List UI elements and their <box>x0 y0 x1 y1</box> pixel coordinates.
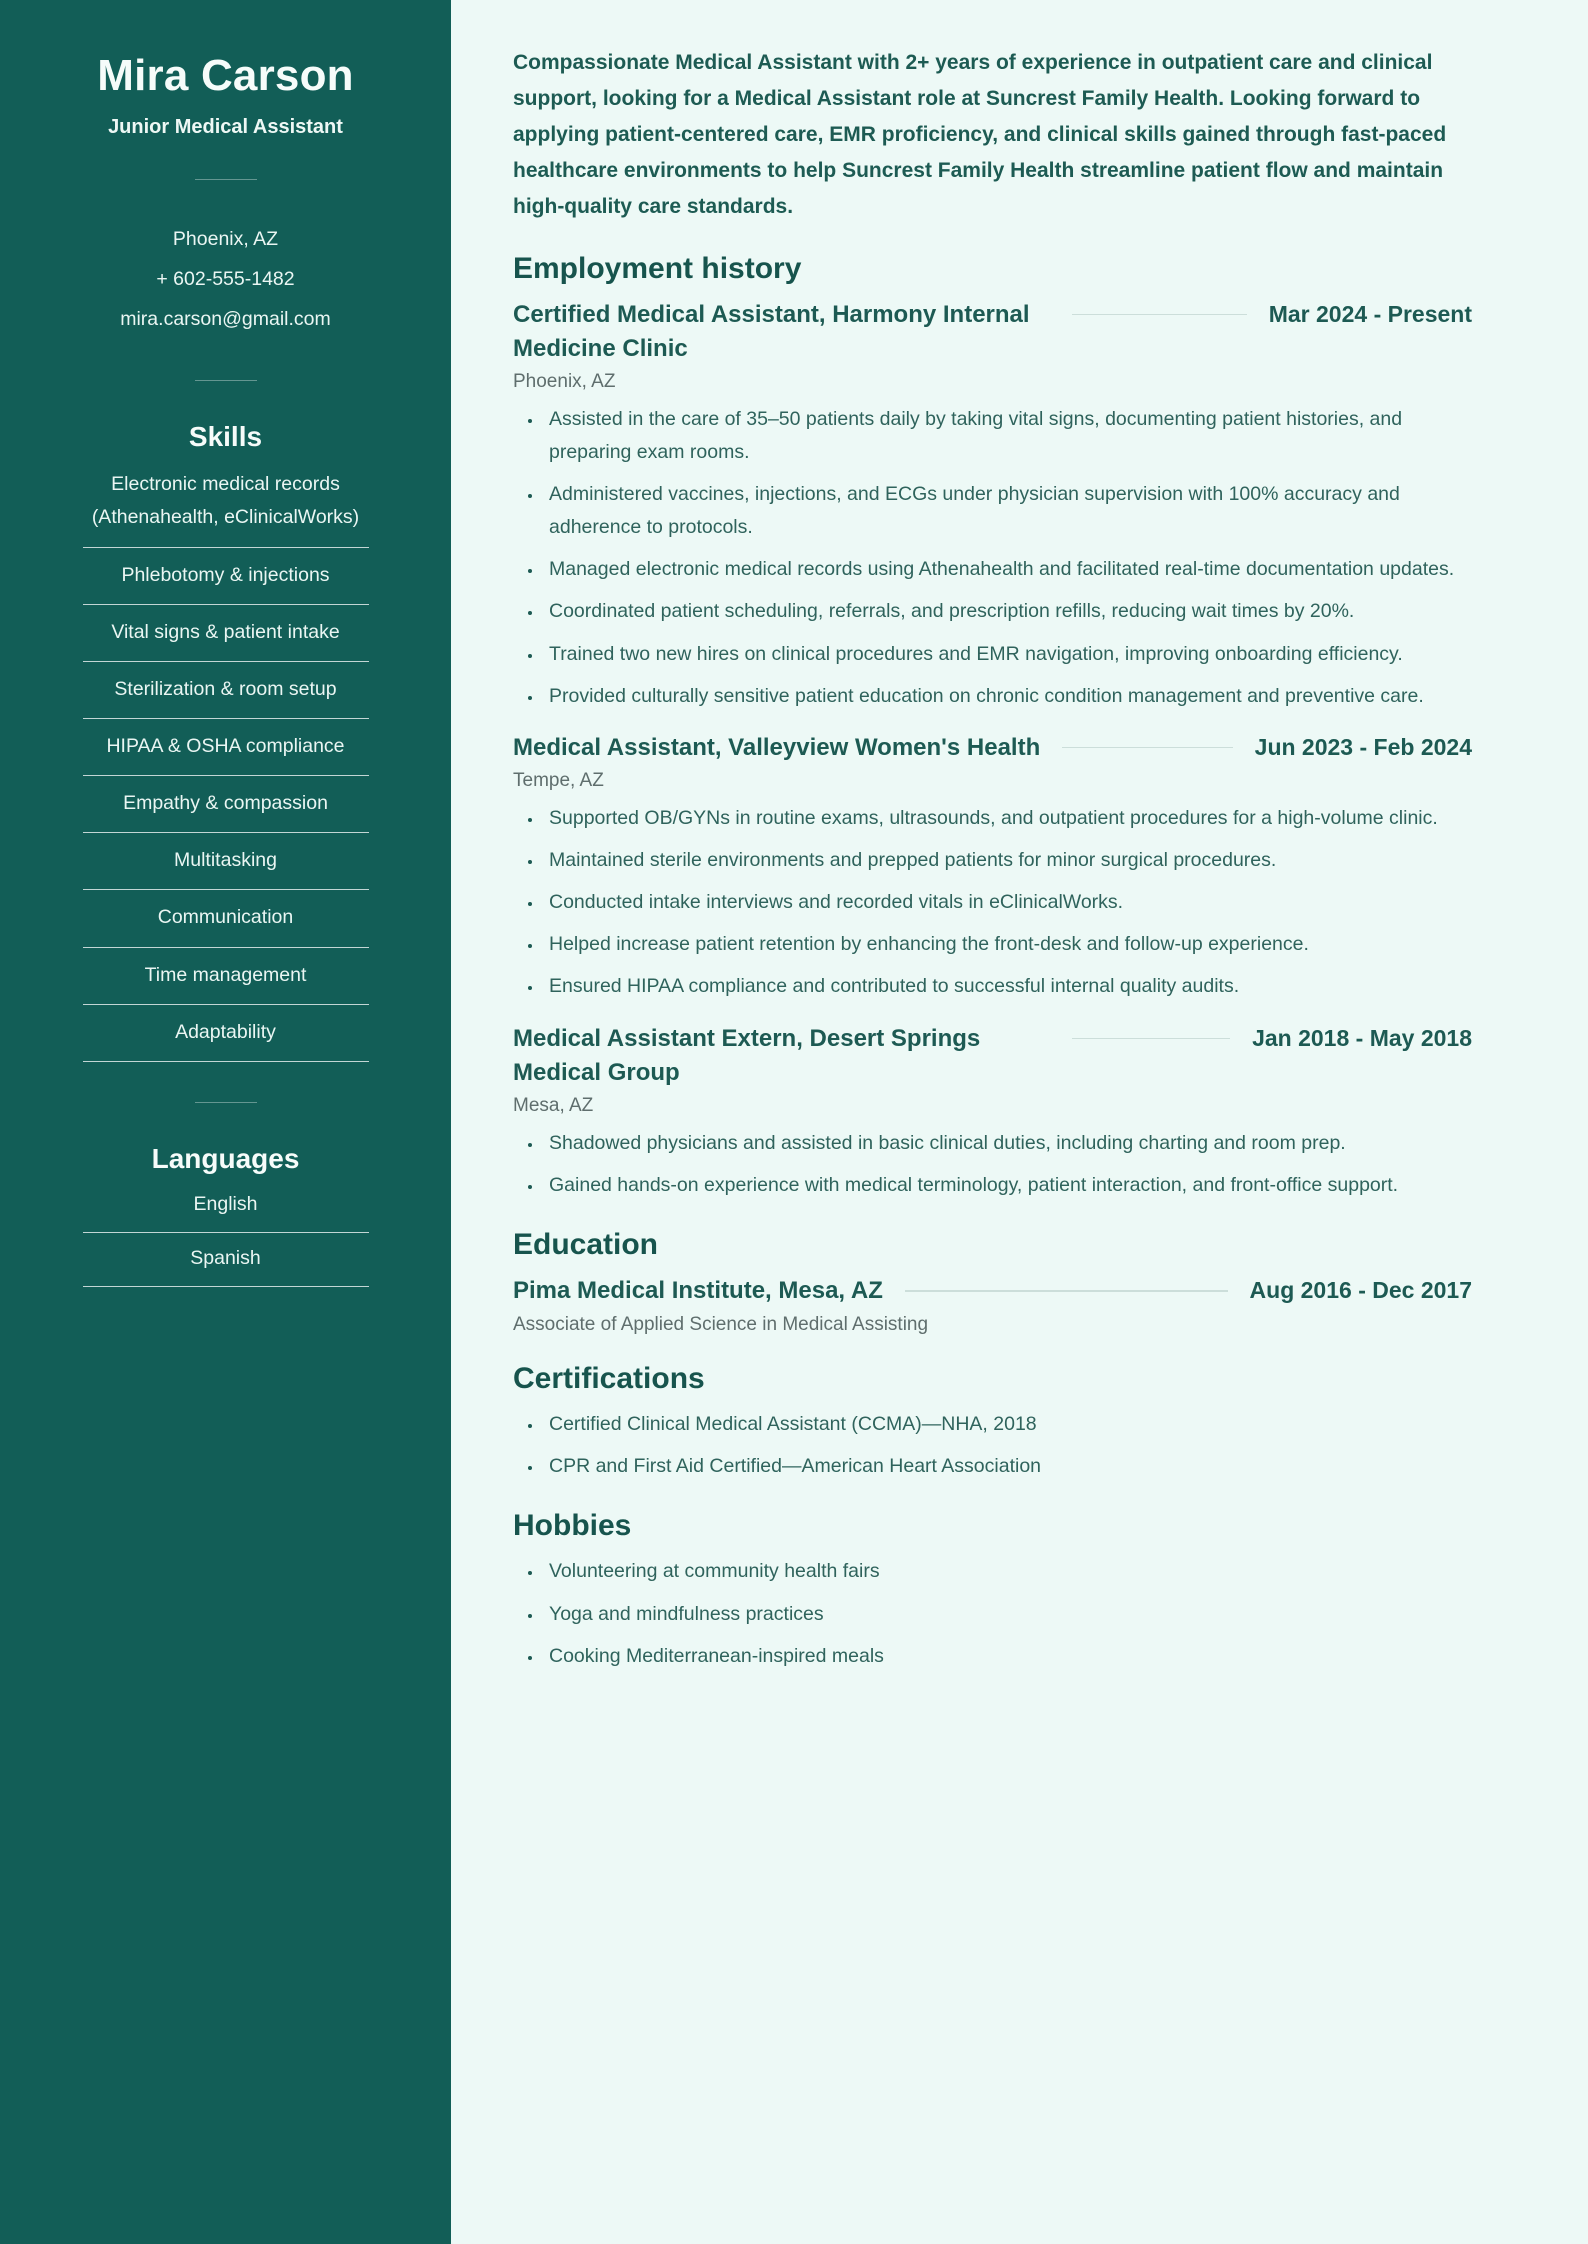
job-bullet: • Provided culturally sensitive patient education on chronic condition management and preventive care. <box>543 680 1472 713</box>
certifications-list <box>513 1408 1472 1483</box>
sidebar-divider <box>195 1102 257 1103</box>
sidebar-divider <box>195 380 257 381</box>
employment-heading: Employment history <box>513 251 802 285</box>
sidebar <box>0 0 451 2244</box>
certification-item: • Certified Clinical Medical Assistant (CCMA)—NHA, 2018 <box>543 1408 1472 1441</box>
job-header <box>513 298 1472 366</box>
education-entry <box>513 1274 1472 1336</box>
skill-item: Communication <box>83 890 369 947</box>
job-location: Phoenix, AZ <box>513 370 616 392</box>
contact-block <box>30 220 421 340</box>
contact-location: Phoenix, AZ <box>172 228 279 251</box>
languages-list <box>83 1179 369 1287</box>
job-title: Medical Assistant, Valleyview Women's Health <box>513 733 1041 761</box>
contact-email[interactable]: mira.carson@gmail.com <box>120 308 331 331</box>
skill-item: Sterilization & room setup <box>83 662 369 719</box>
header-connector-line <box>1072 314 1247 316</box>
job-bullet: • Coordinated patient scheduling, referrals, and prescription refills, reducing wait times by 20%. <box>543 595 1472 628</box>
header-connector-line <box>1072 1038 1230 1040</box>
job-bullet-list <box>513 403 1472 713</box>
hobby-item: • Cooking Mediterranean-inspired meals <box>543 1640 1472 1673</box>
job-header <box>513 1022 1472 1090</box>
hobby-item: • Yoga and mindfulness practices <box>543 1598 1472 1631</box>
certifications-heading: Certifications <box>513 1362 705 1396</box>
education-dates: Aug 2016 - Dec 2017 <box>1249 1277 1472 1304</box>
hobby-item: • Volunteering at community health fairs <box>543 1555 1472 1588</box>
education-school: Pima Medical Institute, Mesa, AZ <box>513 1277 883 1305</box>
languages-heading: Languages <box>151 1142 300 1174</box>
job-entry <box>513 298 1472 713</box>
education-heading: Education <box>513 1228 659 1262</box>
job-title: Medical Assistant Extern, Desert Springs Medical Group <box>513 1024 981 1086</box>
job-location: Tempe, AZ <box>513 769 604 791</box>
job-dates: Jan 2018 - May 2018 <box>1252 1024 1472 1051</box>
education-degree: Associate of Applied Science in Medical Assisting <box>513 1314 929 1336</box>
language-item: English <box>83 1179 369 1233</box>
job-bullet: • Gained hands-on experience with medical terminology, patient interaction, and front-office support. <box>543 1169 1472 1202</box>
job-bullet-list <box>513 1127 1472 1202</box>
hobbies-heading: Hobbies <box>513 1509 632 1543</box>
job-bullet: • Conducted intake interviews and recorded vitals in eClinicalWorks. <box>543 886 1472 919</box>
job-bullet: • Administered vaccines, injections, and ECGs under physician supervision with 100% accuracy and adherence to protocols. <box>543 478 1472 544</box>
skills-heading: Skills <box>188 421 263 453</box>
skill-item: Empathy & compassion <box>83 776 369 833</box>
job-entry <box>513 1022 1472 1202</box>
contact-phone[interactable]: + 602-555-1482 <box>156 268 295 291</box>
job-entry <box>513 731 1472 1004</box>
skill-item: Electronic medical records (Athenahealth, eClinicalWorks) <box>83 457 369 547</box>
job-bullet: • Maintained sterile environments and prepped patients for minor surgical procedures. <box>543 844 1472 877</box>
job-dates: Mar 2024 - Present <box>1268 300 1472 327</box>
header-connector-line <box>1062 747 1232 749</box>
job-bullet: • Helped increase patient retention by enhancing the front-desk and follow-up experience. <box>543 928 1472 961</box>
skill-item: Adaptability <box>83 1005 369 1062</box>
education-header <box>513 1274 1472 1308</box>
job-bullet: • Supported OB/GYNs in routine exams, ultrasounds, and outpatient procedures for a high-volume clinic. <box>543 802 1472 835</box>
job-dates: Jun 2023 - Feb 2024 <box>1254 733 1472 760</box>
skill-item: Phlebotomy & injections <box>83 548 369 605</box>
summary-paragraph: Compassionate Medical Assistant with 2+ years of experience in outpatient care and clinical support, looking for a Medical Assistant role at Suncrest Family Health. Looking forward to applying patient-centered care, EMR proficiency, and clinical skills gained through fast-paced healthcare environments to help Suncrest Family Health streamline patient flow and maintain high-quality care standards. <box>513 51 1447 219</box>
job-bullet: • Trained two new hires on clinical procedures and EMR navigation, improving onboarding efficiency. <box>543 638 1472 671</box>
skill-item: Vital signs & patient intake <box>83 605 369 662</box>
language-item: Spanish <box>83 1233 369 1287</box>
certification-item: • CPR and First Aid Certified—American Heart Association <box>543 1450 1472 1483</box>
skill-item: HIPAA & OSHA compliance <box>83 719 369 776</box>
job-title: Certified Medical Assistant, Harmony Internal Medicine Clinic <box>513 300 1030 362</box>
header-connector-line <box>905 1290 1228 1292</box>
skills-list <box>83 457 369 1062</box>
sidebar-divider <box>195 179 257 180</box>
job-bullet: • Ensured HIPAA compliance and contributed to successful internal quality audits. <box>543 970 1472 1003</box>
job-header <box>513 731 1472 765</box>
job-bullet: • Shadowed physicians and assisted in basic clinical duties, including charting and room prep. <box>543 1127 1472 1160</box>
skill-item: Time management <box>83 948 369 1005</box>
job-bullet-list <box>513 802 1472 1004</box>
job-bullet: • Managed electronic medical records using Athenahealth and facilitated real-time documentation updates. <box>543 553 1472 586</box>
skill-item: Multitasking <box>83 833 369 890</box>
candidate-title: Junior Medical Assistant <box>108 116 343 139</box>
candidate-name: Mira Carson <box>97 51 354 100</box>
job-bullet: • Assisted in the care of 35–50 patients daily by taking vital signs, documenting patient histories, and preparing exam rooms. <box>543 403 1472 469</box>
main-column <box>451 0 1588 2244</box>
hobbies-list <box>513 1555 1472 1672</box>
job-location: Mesa, AZ <box>513 1094 594 1116</box>
